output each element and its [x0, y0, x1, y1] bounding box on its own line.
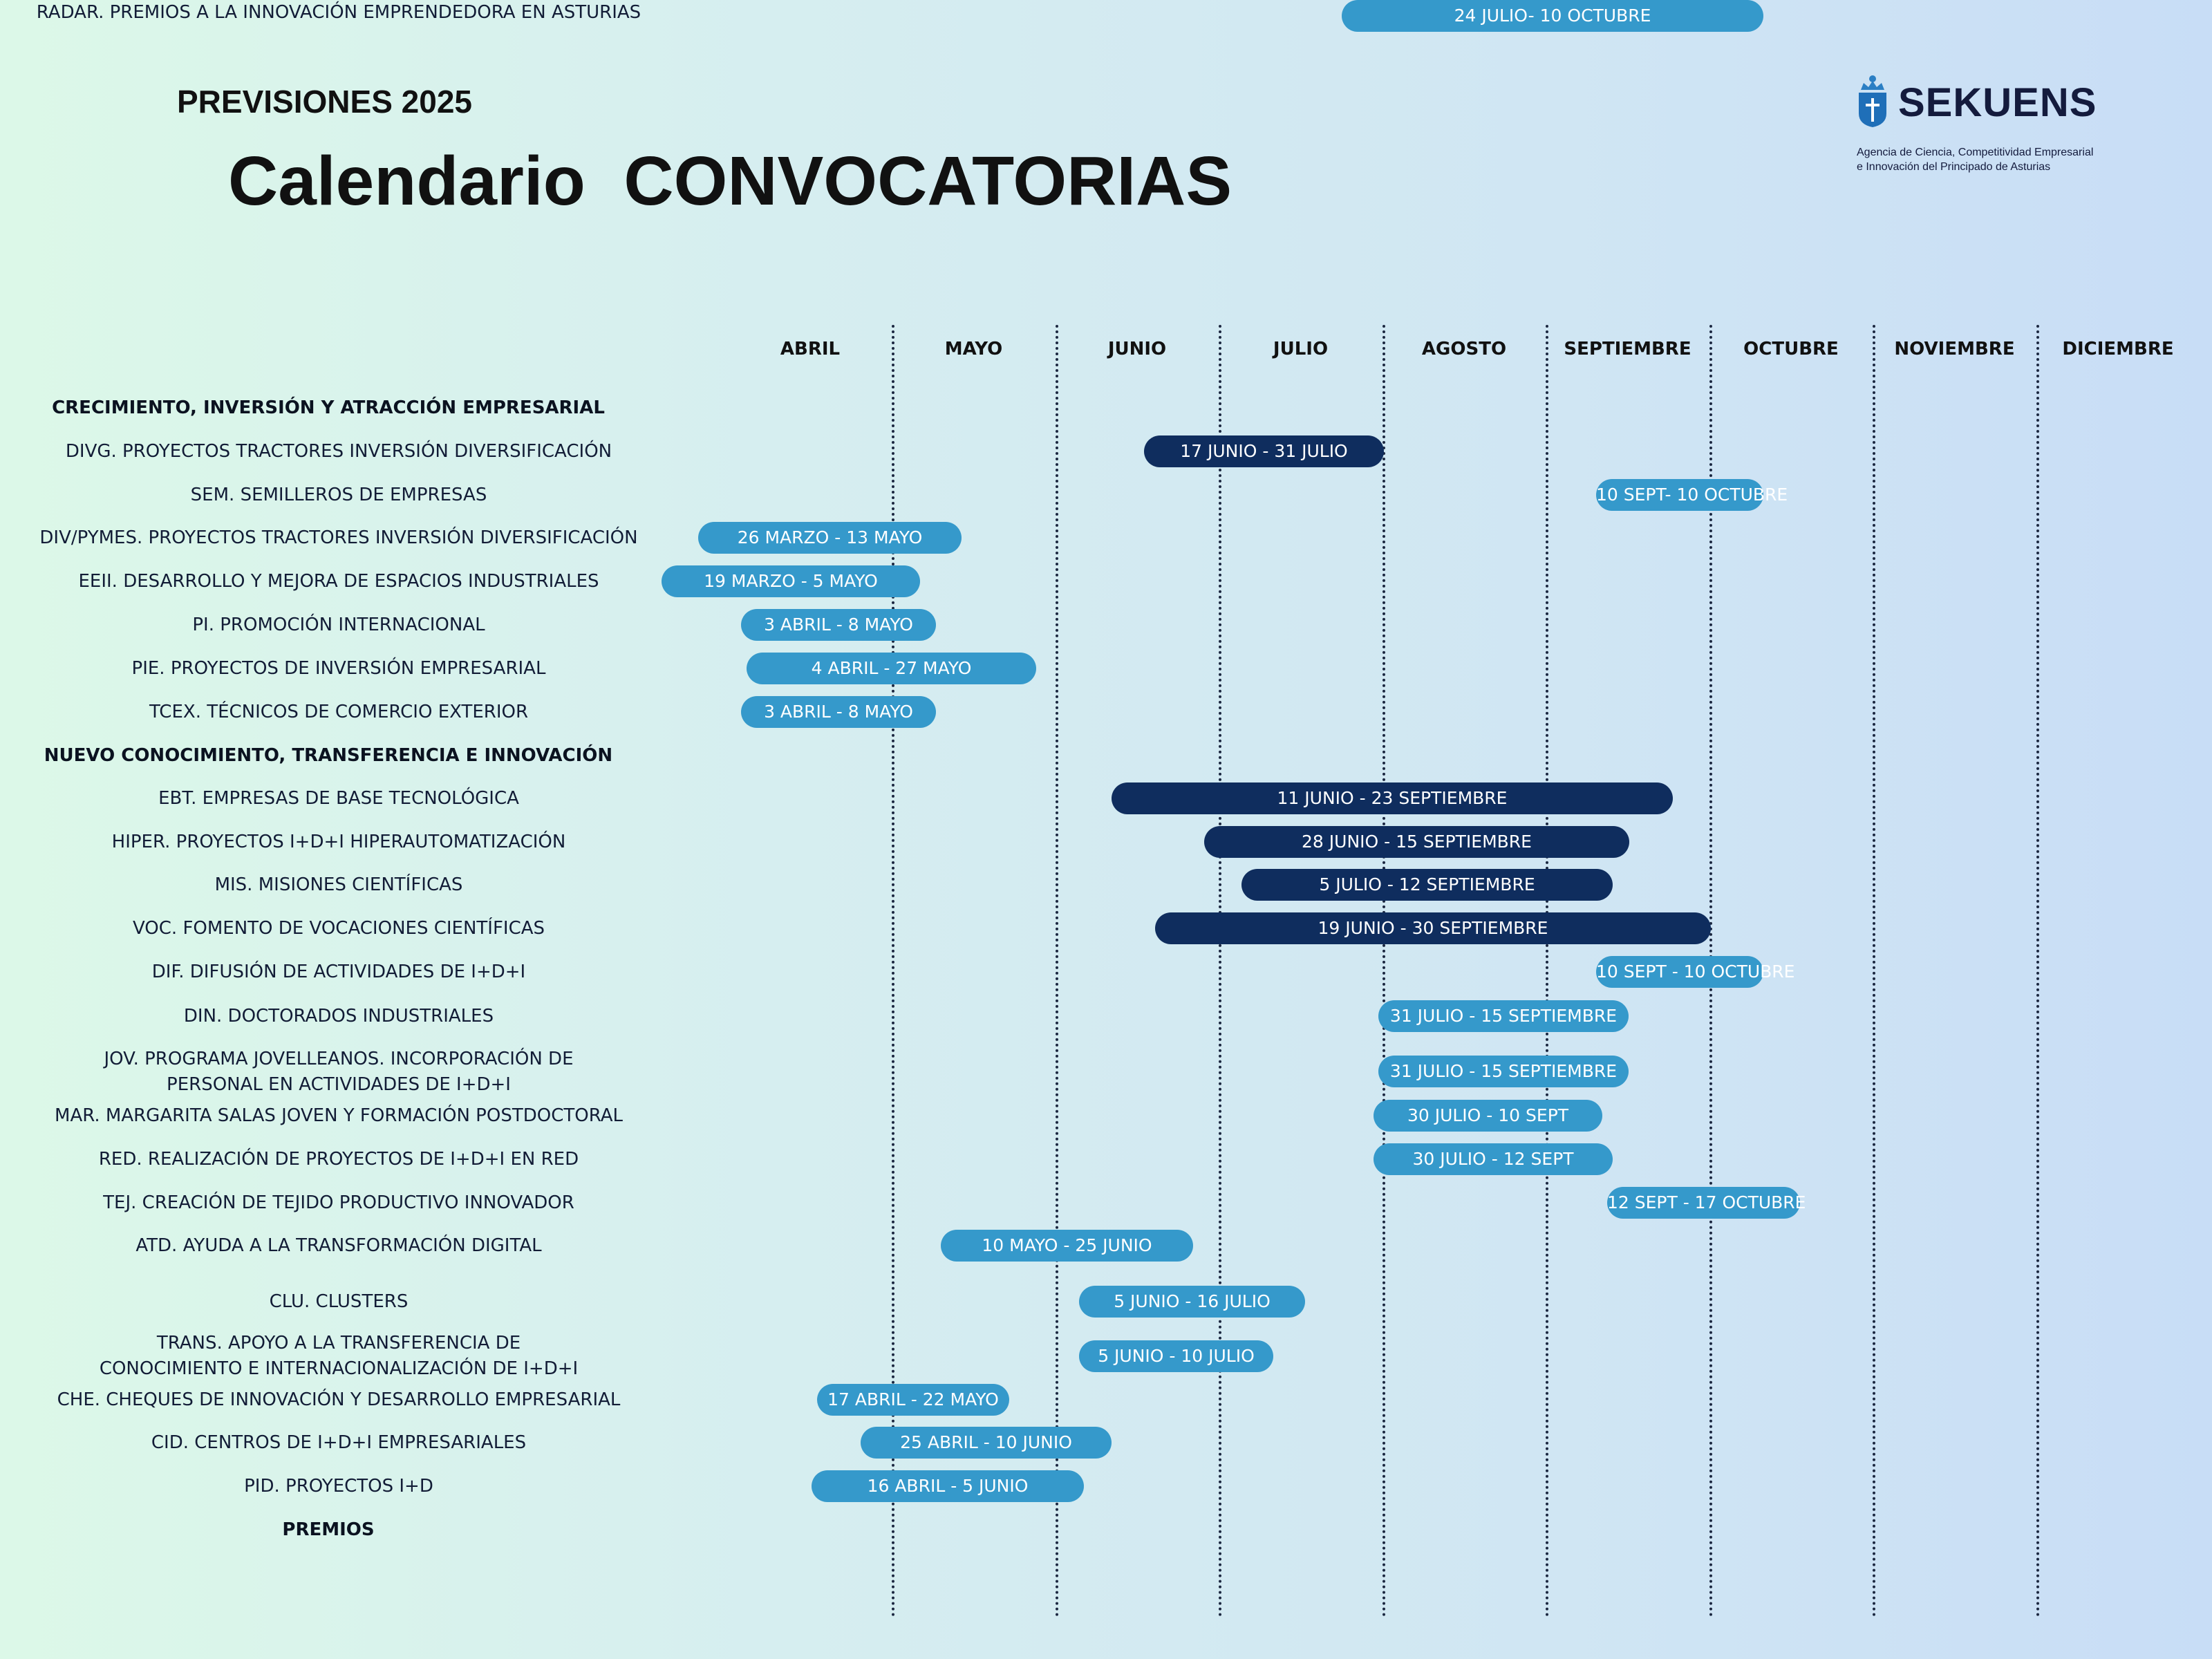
month-divider — [892, 325, 894, 1618]
period-bar: 3 ABRIL - 8 MAYO — [741, 696, 936, 728]
call-label: MAR. MARGARITA SALAS JOVEN Y FORMACIÓN POSTDOCTORAL — [55, 1105, 623, 1126]
call-label: EEII. DESARROLLO Y MEJORA DE ESPACIOS INDUSTRIALES — [78, 571, 599, 592]
period-bar: 17 ABRIL - 22 MAYO — [817, 1384, 1009, 1416]
call-label-line1: TRANS. APOYO A LA TRANSFERENCIA DE — [156, 1333, 521, 1353]
call-label: RED. REALIZACIÓN DE PROYECTOS DE I+D+I EN RED — [98, 1149, 579, 1170]
period-bar: 24 JULIO- 10 OCTUBRE — [1342, 0, 1763, 32]
period-bar: 5 JULIO - 12 SEPTIEMBRE — [1241, 869, 1613, 901]
period-bar: 26 MARZO - 13 MAYO — [698, 522, 962, 554]
period-bar: 10 SEPT- 10 OCTUBRE — [1596, 479, 1763, 511]
subtitle: PREVISIONES 2025 — [177, 84, 472, 120]
month-divider — [1873, 325, 1875, 1618]
month-divider — [2036, 325, 2039, 1618]
section-heading: PREMIOS — [282, 1519, 375, 1540]
call-label: EBT. EMPRESAS DE BASE TECNOLÓGICA — [158, 788, 519, 809]
logo-name: SEKUENS — [1898, 79, 2097, 125]
call-label-line2: PERSONAL EN ACTIVIDADES DE I+D+I — [167, 1074, 511, 1095]
page-title: Calendario CONVOCATORIAS — [228, 142, 1232, 220]
month-label-diciembre: DICIEMBRE — [2062, 339, 2174, 359]
month-divider — [1056, 325, 1058, 1618]
call-label: PIE. PROYECTOS DE INVERSIÓN EMPRESARIAL — [131, 658, 546, 679]
month-label-abril: ABRIL — [780, 339, 841, 359]
call-label: ATD. AYUDA A LA TRANSFORMACIÓN DIGITAL — [135, 1235, 542, 1256]
month-label-junio: JUNIO — [1107, 339, 1167, 359]
call-label: DIF. DIFUSIÓN DE ACTIVIDADES DE I+D+I — [151, 962, 526, 982]
month-divider — [1546, 325, 1548, 1618]
month-divider — [1382, 325, 1385, 1618]
call-label: CLU. CLUSTERS — [269, 1291, 409, 1312]
period-bar: 30 JULIO - 10 SEPT — [1374, 1100, 1602, 1132]
period-bar: 3 ABRIL - 8 MAYO — [741, 609, 936, 641]
sekuens-logo — [1857, 75, 2147, 174]
month-label-julio: JULIO — [1273, 339, 1329, 359]
call-label — [28, 1047, 650, 1098]
month-label-agosto: AGOSTO — [1421, 339, 1507, 359]
call-label: DIVG. PROYECTOS TRACTORES INVERSIÓN DIVERSIFICACIÓN — [65, 441, 612, 462]
call-label: PID. PROYECTOS I+D — [244, 1476, 433, 1497]
period-bar: 16 ABRIL - 5 JUNIO — [812, 1470, 1084, 1502]
call-label: DIV/PYMES. PROYECTOS TRACTORES INVERSIÓN DIVERSIFICACIÓN — [39, 527, 638, 548]
call-label-line2: CONOCIMIENTO E INTERNACIONALIZACIÓN DE I+D+I — [99, 1358, 579, 1379]
call-label-line1: JOV. PROGRAMA JOVELLEANOS. INCORPORACIÓN DE — [104, 1049, 574, 1069]
month-label-septiembre: SEPTIEMBRE — [1564, 339, 1691, 359]
period-bar: 31 JULIO - 15 SEPTIEMBRE — [1378, 1056, 1629, 1087]
call-label: TEJ. CREACIÓN DE TEJIDO PRODUCTIVO INNOVADOR — [103, 1192, 574, 1213]
period-bar: 5 JUNIO - 16 JULIO — [1079, 1286, 1305, 1318]
call-label: CHE. CHEQUES DE INNOVACIÓN Y DESARROLLO EMPRESARIAL — [57, 1389, 621, 1410]
period-bar: 10 SEPT - 10 OCTUBRE — [1596, 956, 1763, 988]
call-label: SEM. SEMILLEROS DE EMPRESAS — [190, 485, 487, 505]
period-bar: 12 SEPT - 17 OCTUBRE — [1607, 1187, 1800, 1219]
period-bar: 19 MARZO - 5 MAYO — [662, 565, 920, 597]
period-bar: 25 ABRIL - 10 JUNIO — [861, 1427, 1112, 1459]
call-label — [28, 1331, 650, 1382]
logo-tagline-line1: Agencia de Ciencia, Competitividad Empresarial — [1857, 147, 2094, 158]
call-label: DIN. DOCTORADOS INDUSTRIALES — [183, 1006, 494, 1027]
section-heading: NUEVO CONOCIMIENTO, TRANSFERENCIA E INNOVACIÓN — [44, 745, 613, 766]
call-label: CID. CENTROS DE I+D+I EMPRESARIALES — [151, 1432, 527, 1453]
period-bar: 17 JUNIO - 31 JULIO — [1144, 435, 1384, 467]
month-label-octubre: OCTUBRE — [1743, 339, 1839, 359]
call-label: HIPER. PROYECTOS I+D+I HIPERAUTOMATIZACIÓN — [111, 832, 566, 852]
logo-tagline — [1857, 145, 2147, 174]
month-divider — [1219, 325, 1221, 1618]
month-label-noviembre: NOVIEMBRE — [1894, 339, 2015, 359]
asturias-crown-shield-icon — [1857, 75, 1888, 130]
call-label: PI. PROMOCIÓN INTERNACIONAL — [192, 615, 485, 635]
period-bar: 30 JULIO - 12 SEPT — [1374, 1143, 1613, 1175]
call-label: VOC. FOMENTO DE VOCACIONES CIENTÍFICAS — [132, 918, 545, 939]
section-heading: CRECIMIENTO, INVERSIÓN Y ATRACCIÓN EMPRESARIAL — [52, 397, 605, 418]
call-label: TCEX. TÉCNICOS DE COMERCIO EXTERIOR — [149, 702, 529, 722]
period-bar: 19 JUNIO - 30 SEPTIEMBRE — [1155, 912, 1711, 944]
period-bar: 11 JUNIO - 23 SEPTIEMBRE — [1112, 782, 1673, 814]
call-label: MIS. MISIONES CIENTÍFICAS — [214, 874, 463, 895]
period-bar: 10 MAYO - 25 JUNIO — [941, 1230, 1193, 1262]
period-bar: 4 ABRIL - 27 MAYO — [747, 653, 1036, 684]
call-label: RADAR. PREMIOS A LA INNOVACIÓN EMPRENDEDORA EN ASTURIAS — [36, 2, 641, 23]
logo-tagline-line2: e Innovación del Principado de Asturias — [1857, 161, 2051, 173]
month-label-mayo: MAYO — [944, 339, 1003, 359]
period-bar: 31 JULIO - 15 SEPTIEMBRE — [1378, 1000, 1629, 1032]
period-bar: 28 JUNIO - 15 SEPTIEMBRE — [1204, 826, 1629, 858]
period-bar: 5 JUNIO - 10 JULIO — [1079, 1340, 1273, 1372]
